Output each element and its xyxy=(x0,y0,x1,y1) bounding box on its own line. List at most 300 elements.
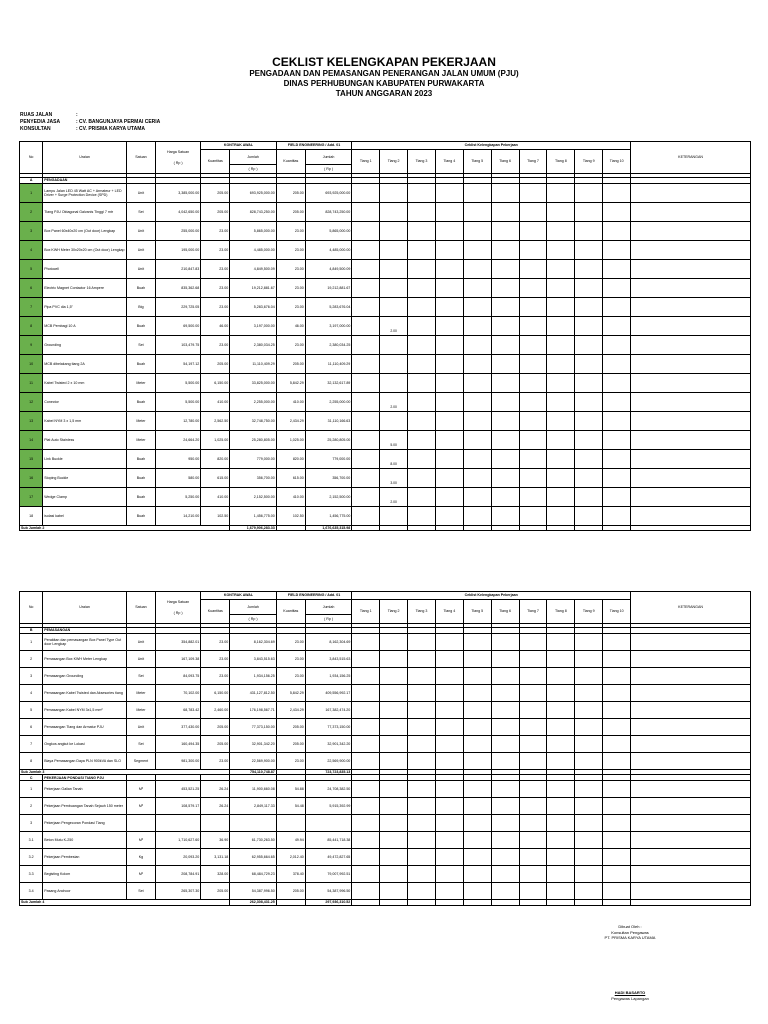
item-tiang-9 xyxy=(575,203,603,222)
item-jumlah: 176,198,567.71 xyxy=(230,702,276,719)
item-keterangan xyxy=(631,832,751,849)
item-uraian: Stoping Buckle xyxy=(43,469,127,488)
item-no: 18 xyxy=(20,507,43,526)
item-satuan: Unit xyxy=(126,241,155,260)
item-tiang-10 xyxy=(603,298,631,317)
item-tiang-1 xyxy=(352,668,380,685)
item-tiang-3 xyxy=(408,203,436,222)
item-uraian: Begisting Kolom xyxy=(43,866,127,883)
item-tiang-3 xyxy=(408,866,436,883)
header-tiang-1: Tiang 1 xyxy=(352,600,380,624)
item-tiang-2 xyxy=(380,298,408,317)
header-tiang-7: Tiang 7 xyxy=(519,150,547,174)
header-kuantitas: Kuantitas xyxy=(201,150,230,174)
empty-cell xyxy=(631,900,751,905)
empty-cell xyxy=(463,526,491,531)
empty-cell xyxy=(631,526,751,531)
project-info xyxy=(20,112,160,133)
item-jumlah-fe: 32,901,342.20 xyxy=(305,736,352,753)
table-row xyxy=(20,866,751,883)
item-uraian: Box KWH Meter 30x20x20 cm (Out door) Lengkap xyxy=(43,241,127,260)
item-tiang-1 xyxy=(352,781,380,798)
item-tiang-9 xyxy=(575,866,603,883)
table-row xyxy=(20,634,751,651)
item-jumlah: 5,283,676.04 xyxy=(230,298,276,317)
item-tiang-7 xyxy=(519,374,547,393)
item-tiang-5 xyxy=(463,702,491,719)
item-tiang-6 xyxy=(491,336,519,355)
item-tiang-5 xyxy=(463,849,491,866)
item-tiang-6 xyxy=(491,668,519,685)
item-tiang-7 xyxy=(519,317,547,336)
item-tiang-6 xyxy=(491,634,519,651)
item-no: 6 xyxy=(20,719,43,736)
item-tiang-10 xyxy=(603,753,631,770)
item-kuantitas: 2,460.00 xyxy=(201,702,230,719)
item-tiang-3 xyxy=(408,279,436,298)
item-tiang-6 xyxy=(491,702,519,719)
item-tiang-1 xyxy=(352,203,380,222)
item-kuantitas: 1,025.00 xyxy=(201,431,230,450)
item-tiang-10 xyxy=(603,507,631,526)
item-harga: 20,093.20 xyxy=(155,849,200,866)
item-tiang-6 xyxy=(491,184,519,203)
item-tiang-4 xyxy=(435,469,463,488)
item-kuantitas-fe: 49.94 xyxy=(276,832,305,849)
item-harga: 255,000.00 xyxy=(155,222,200,241)
item-tiang-4 xyxy=(435,355,463,374)
item-tiang-3 xyxy=(408,450,436,469)
item-tiang-3 xyxy=(408,798,436,815)
header-field-engineering: FIELD ENGINEERING / Add. 01 xyxy=(276,592,352,600)
item-tiang-9 xyxy=(575,184,603,203)
item-keterangan xyxy=(631,393,751,412)
empty-cell xyxy=(463,900,491,905)
item-jumlah-fe: 22,569,900.00 xyxy=(305,753,352,770)
item-satuan: M³ xyxy=(126,798,155,815)
signature-line: Konsultan Pengawas xyxy=(611,929,649,935)
table-row xyxy=(20,241,751,260)
item-jumlah-fe: 31,110,166.63 xyxy=(305,412,352,431)
table-row xyxy=(20,374,751,393)
item-tiang-8 xyxy=(547,374,575,393)
item-kuantitas: 205.00 xyxy=(201,883,230,900)
subtotal-value: 754,110,748.87 xyxy=(230,770,276,775)
item-tiang-6 xyxy=(491,849,519,866)
item-tiang-4 xyxy=(435,298,463,317)
header-tiang-9: Tiang 9 xyxy=(575,150,603,174)
item-tiang-1 xyxy=(352,336,380,355)
header-row xyxy=(20,142,751,150)
header-tiang-3: Tiang 3 xyxy=(408,150,436,174)
subtotal-value-fe: 1,676,635,315.98 xyxy=(305,526,352,531)
item-jumlah-fe: 5,865,000.00 xyxy=(305,222,352,241)
item-harga: 835,362.68 xyxy=(155,279,200,298)
item-tiang-9 xyxy=(575,815,603,832)
item-uraian: Pemasangan Kabel Twisted dan Aksesories tiang xyxy=(43,685,127,702)
item-tiang-10 xyxy=(603,241,631,260)
item-keterangan xyxy=(631,634,751,651)
item-tiang-5 xyxy=(463,317,491,336)
item-satuan: Meter xyxy=(126,412,155,431)
item-tiang-4 xyxy=(435,781,463,798)
item-tiang-10 xyxy=(603,866,631,883)
item-jumlah: 431,127,812.50 xyxy=(230,685,276,702)
item-satuan: M³ xyxy=(126,832,155,849)
header-tiang-3: Tiang 3 xyxy=(408,600,436,624)
item-kuantitas: 23.00 xyxy=(201,298,230,317)
item-kuantitas-fe: 205.00 xyxy=(276,719,305,736)
item-tiang-2 xyxy=(380,412,408,431)
item-tiang-4 xyxy=(435,719,463,736)
item-tiang-7 xyxy=(519,815,547,832)
item-tiang-2 xyxy=(380,431,408,450)
item-harga: 208,784.91 xyxy=(155,866,200,883)
item-satuan: Unit xyxy=(126,222,155,241)
item-jumlah-fe: 3,197,000.00 xyxy=(305,317,352,336)
item-tiang-9 xyxy=(575,798,603,815)
item-keterangan xyxy=(631,651,751,668)
item-tiang-3 xyxy=(408,374,436,393)
info-row xyxy=(20,126,160,133)
header-kontrak-awal: KONTRAK AWAL xyxy=(201,592,277,600)
item-tiang-7 xyxy=(519,222,547,241)
item-tiang-7 xyxy=(519,412,547,431)
item-no: 2 xyxy=(20,651,43,668)
item-tiang-6 xyxy=(491,736,519,753)
header-jumlah-rp-fe: ( Rp ) xyxy=(305,615,352,624)
header-jumlah-rp-fe: ( Rp ) xyxy=(305,165,352,174)
item-tiang-4 xyxy=(435,412,463,431)
item-keterangan xyxy=(631,184,751,203)
item-tiang-9 xyxy=(575,702,603,719)
item-keterangan xyxy=(631,298,751,317)
item-tiang-10 xyxy=(603,317,631,336)
item-tiang-10 xyxy=(603,260,631,279)
item-kuantitas-fe: 2,434.29 xyxy=(276,702,305,719)
item-satuan: Buah xyxy=(126,488,155,507)
item-tiang-7 xyxy=(519,260,547,279)
empty-cell xyxy=(603,900,631,905)
item-harga: 70,102.00 xyxy=(155,685,200,702)
item-jumlah-fe: 2,380,034.25 xyxy=(305,336,352,355)
item-tiang-7 xyxy=(519,279,547,298)
header-uraian: Uraian xyxy=(43,592,127,624)
item-uraian: Electric Magnet Contactor 16 Ampere xyxy=(43,279,127,298)
item-keterangan xyxy=(631,815,751,832)
item-kuantitas: 3,131.18 xyxy=(201,849,230,866)
item-tiang-9 xyxy=(575,355,603,374)
item-jumlah-fe: 828,743,250.00 xyxy=(305,203,352,222)
item-jumlah: 32,901,342.20 xyxy=(230,736,276,753)
item-no: 1 xyxy=(20,634,43,651)
section-label: PENGADAAN xyxy=(43,178,127,184)
item-jumlah-fe: 5,915,392.99 xyxy=(305,798,352,815)
table-row xyxy=(20,488,751,507)
item-harga: 14,210.00 xyxy=(155,507,200,526)
item-tiang-3 xyxy=(408,241,436,260)
item-no: 4 xyxy=(20,241,43,260)
item-uraian: isolasi kabel xyxy=(43,507,127,526)
item-no: 16 xyxy=(20,469,43,488)
item-satuan: Segment xyxy=(126,753,155,770)
item-tiang-2 xyxy=(380,781,408,798)
item-tiang-2 xyxy=(380,393,408,412)
item-tiang-8 xyxy=(547,736,575,753)
empty-cell xyxy=(519,526,547,531)
item-tiang-4 xyxy=(435,317,463,336)
item-tiang-5 xyxy=(463,815,491,832)
item-tiang-4 xyxy=(435,450,463,469)
item-harga: 377,430.00 xyxy=(155,719,200,736)
item-tiang-5 xyxy=(463,260,491,279)
item-tiang-1 xyxy=(352,685,380,702)
subtitle-line-2: DINAS PERHUBUNGAN KABUPATEN PURWAKARTA xyxy=(283,79,485,88)
item-keterangan xyxy=(631,279,751,298)
item-no: 15 xyxy=(20,450,43,469)
item-keterangan xyxy=(631,719,751,736)
item-kuantitas: 205.00 xyxy=(201,736,230,753)
item-tiang-1 xyxy=(352,815,380,832)
tiang-mark: 2.00 xyxy=(390,328,397,333)
item-no: 2 xyxy=(20,798,43,815)
item-kuantitas-fe: 820.00 xyxy=(276,450,305,469)
header-tiang-5: Tiang 5 xyxy=(463,150,491,174)
header-ceklist: Ceklist Kelengkapan Pekerjaan xyxy=(352,592,631,600)
item-satuan: Buah xyxy=(126,393,155,412)
item-uraian: Kabel Twisted 2 x 10 mm xyxy=(43,374,127,393)
item-tiang-6 xyxy=(491,317,519,336)
table-row xyxy=(20,450,751,469)
item-kuantitas-fe: 205.00 xyxy=(276,184,305,203)
header-tiang-10: Tiang 10 xyxy=(603,150,631,174)
empty-cell xyxy=(491,900,519,905)
item-tiang-5 xyxy=(463,374,491,393)
item-tiang-7 xyxy=(519,832,547,849)
item-tiang-3 xyxy=(408,736,436,753)
checklist-table-pemasangan xyxy=(19,591,751,906)
table-row xyxy=(20,685,751,702)
item-tiang-9 xyxy=(575,634,603,651)
item-tiang-8 xyxy=(547,431,575,450)
item-tiang-9 xyxy=(575,279,603,298)
empty-cell xyxy=(519,900,547,905)
item-tiang-8 xyxy=(547,815,575,832)
item-tiang-8 xyxy=(547,651,575,668)
item-keterangan xyxy=(631,849,751,866)
item-tiang-5 xyxy=(463,469,491,488)
tiang-mark: 5.00 xyxy=(390,442,397,447)
item-tiang-1 xyxy=(352,866,380,883)
item-tiang-5 xyxy=(463,883,491,900)
item-jumlah-fe: 8,162,304.69 xyxy=(305,634,352,651)
item-satuan: Buah xyxy=(126,469,155,488)
item-keterangan xyxy=(631,222,751,241)
item-no: 1 xyxy=(20,184,43,203)
item-no: 10 xyxy=(20,355,43,374)
item-tiang-6 xyxy=(491,222,519,241)
item-kuantitas: 23.00 xyxy=(201,260,230,279)
item-kuantitas-fe: 2,012.40 xyxy=(276,849,305,866)
item-tiang-9 xyxy=(575,450,603,469)
item-jumlah: 25,280,805.00 xyxy=(230,431,276,450)
item-tiang-2 xyxy=(380,184,408,203)
item-tiang-2 xyxy=(380,798,408,815)
item-tiang-8 xyxy=(547,866,575,883)
table-row xyxy=(20,184,751,203)
item-tiang-3 xyxy=(408,651,436,668)
item-harga: 1,710,627.60 xyxy=(155,832,200,849)
empty-cell xyxy=(380,526,408,531)
item-tiang-1 xyxy=(352,355,380,374)
item-tiang-6 xyxy=(491,298,519,317)
item-jumlah: 11,900,660.08 xyxy=(230,781,276,798)
item-tiang-6 xyxy=(491,507,519,526)
item-tiang-10 xyxy=(603,469,631,488)
empty-cell xyxy=(547,526,575,531)
header-tiang-4: Tiang 4 xyxy=(435,600,463,624)
item-tiang-1 xyxy=(352,260,380,279)
table-row xyxy=(20,203,751,222)
item-no: 11 xyxy=(20,374,43,393)
item-tiang-1 xyxy=(352,469,380,488)
header-tiang-6: Tiang 6 xyxy=(491,150,519,174)
table-row xyxy=(20,393,751,412)
item-tiang-7 xyxy=(519,866,547,883)
item-tiang-10 xyxy=(603,651,631,668)
item-tiang-3 xyxy=(408,849,436,866)
item-kuantitas: 205.00 xyxy=(201,719,230,736)
item-tiang-5 xyxy=(463,336,491,355)
item-tiang-2 xyxy=(380,651,408,668)
item-tiang-8 xyxy=(547,222,575,241)
item-satuan: Meter xyxy=(126,702,155,719)
item-tiang-5 xyxy=(463,355,491,374)
item-tiang-6 xyxy=(491,866,519,883)
item-jumlah-fe: 693,925,000.00 xyxy=(305,184,352,203)
item-no: 14 xyxy=(20,431,43,450)
item-kuantitas: 410.00 xyxy=(201,488,230,507)
item-tiang-1 xyxy=(352,298,380,317)
item-keterangan xyxy=(631,736,751,753)
header-tiang-8: Tiang 8 xyxy=(547,600,575,624)
item-keterangan xyxy=(631,336,751,355)
item-tiang-7 xyxy=(519,849,547,866)
info-row xyxy=(20,112,160,119)
item-tiang-4 xyxy=(435,815,463,832)
item-jumlah-fe: 409,556,992.17 xyxy=(305,685,352,702)
item-tiang-7 xyxy=(519,753,547,770)
item-tiang-10 xyxy=(603,393,631,412)
item-tiang-10 xyxy=(603,336,631,355)
item-tiang-5 xyxy=(463,184,491,203)
item-tiang-5 xyxy=(463,651,491,668)
item-tiang-2 xyxy=(380,702,408,719)
item-kuantitas: 26.24 xyxy=(201,781,230,798)
item-uraian: Pemasangan Kabel NYM 3x1,5 mm² xyxy=(43,702,127,719)
item-tiang-2 xyxy=(380,815,408,832)
item-harga: 5,500.00 xyxy=(155,393,200,412)
table-row xyxy=(20,798,751,815)
item-tiang-2 xyxy=(380,355,408,374)
tiang-mark: 8.00 xyxy=(390,461,397,466)
header-jumlah: Jumlah xyxy=(230,600,276,615)
item-tiang-5 xyxy=(463,736,491,753)
item-jumlah: 32,748,750.00 xyxy=(230,412,276,431)
item-kuantitas-fe: 5,842.29 xyxy=(276,685,305,702)
empty-cell xyxy=(408,900,436,905)
item-no: 3.4 xyxy=(20,883,43,900)
item-satuan: Buah xyxy=(126,317,155,336)
item-uraian: Pekerjaan Pembuangan Tanah Sejauh 150 meter xyxy=(43,798,127,815)
table-row xyxy=(20,507,751,526)
item-tiang-10 xyxy=(603,702,631,719)
item-kuantitas: 23.00 xyxy=(201,279,230,298)
empty-cell xyxy=(276,526,305,531)
item-satuan: Buah xyxy=(126,279,155,298)
item-tiang-8 xyxy=(547,412,575,431)
item-harga xyxy=(155,815,200,832)
item-kuantitas: 820.00 xyxy=(201,450,230,469)
empty-cell xyxy=(352,526,380,531)
item-tiang-8 xyxy=(547,203,575,222)
item-jumlah-fe: 25,280,805.00 xyxy=(305,431,352,450)
header-keterangan: KETERANGAN xyxy=(631,142,751,174)
item-tiang-4 xyxy=(435,798,463,815)
item-uraian: Perakitan dan pemasangan Box Panel Type Out door Lengkap xyxy=(43,634,127,651)
item-no: 5 xyxy=(20,702,43,719)
item-tiang-4 xyxy=(435,651,463,668)
item-uraian: MCB dibelakang tiang 2A xyxy=(43,355,127,374)
item-tiang-5 xyxy=(463,450,491,469)
item-tiang-4 xyxy=(435,736,463,753)
item-kuantitas: 23.00 xyxy=(201,634,230,651)
header-jumlah: Jumlah xyxy=(230,150,276,165)
item-satuan: Btg xyxy=(126,298,155,317)
item-uraian: Wedge Clamp xyxy=(43,488,127,507)
header-kuantitas-fe: Kuantitas xyxy=(276,600,305,624)
item-jumlah-fe: 3,843,515.63 xyxy=(305,651,352,668)
item-kuantitas: 6,150.00 xyxy=(201,374,230,393)
item-jumlah: 22,569,900.00 xyxy=(230,753,276,770)
item-no: 3.2 xyxy=(20,849,43,866)
item-tiang-7 xyxy=(519,336,547,355)
item-kuantitas-fe: 23.00 xyxy=(276,222,305,241)
item-uraian: Pasang Anchoor xyxy=(43,883,127,900)
item-tiang-9 xyxy=(575,883,603,900)
item-tiang-4 xyxy=(435,883,463,900)
item-satuan: Unit xyxy=(126,260,155,279)
item-keterangan xyxy=(631,781,751,798)
item-tiang-3 xyxy=(408,469,436,488)
item-tiang-4 xyxy=(435,685,463,702)
item-tiang-10 xyxy=(603,849,631,866)
item-tiang-8 xyxy=(547,317,575,336)
item-keterangan xyxy=(631,685,751,702)
item-no: 17 xyxy=(20,488,43,507)
item-satuan: Meter xyxy=(126,374,155,393)
table-row xyxy=(20,719,751,736)
item-satuan: Buah xyxy=(126,355,155,374)
item-tiang-7 xyxy=(519,184,547,203)
header-rp-label: ( Rp ) xyxy=(173,610,183,615)
item-kuantitas: 46.00 xyxy=(201,317,230,336)
signature-block xyxy=(575,924,685,941)
item-tiang-10 xyxy=(603,736,631,753)
item-jumlah: 33,825,000.00 xyxy=(230,374,276,393)
empty-cell xyxy=(603,526,631,531)
item-uraian: Box Panel 60x40x20 cm (Out door) Lengkap xyxy=(43,222,127,241)
